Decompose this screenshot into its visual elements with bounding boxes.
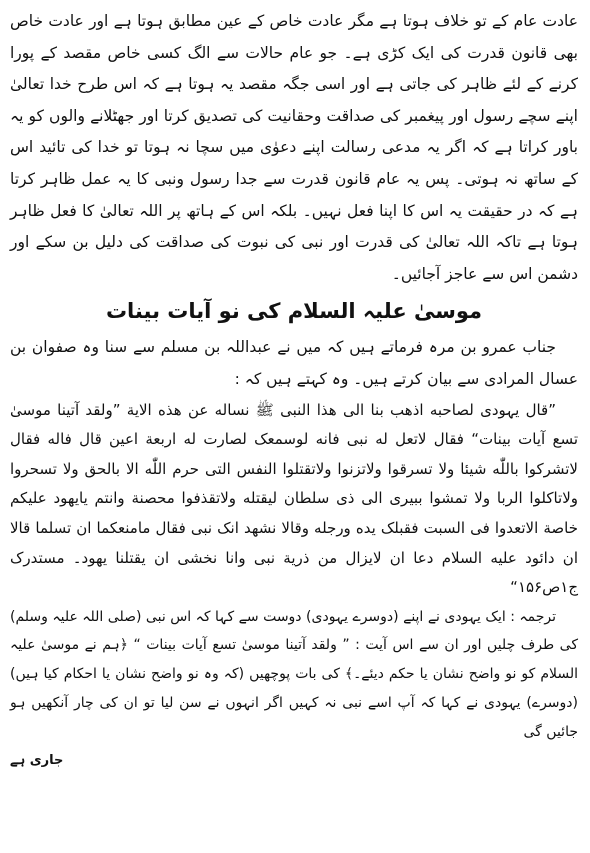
intro-paragraph: عادت عام کے تو خلاف ہوتا ہے مگر عادت خاص کے عین مطابق ہوتا ہے اور عادت خاص بھی قانون قدرت کی ایک کڑی ہے۔ جو عام حالات سے الگ کسی خاص مقصد کے پورا کرنے کے لئے ظاہر کی جاتی ہے اور اسی جگہ مقصد یہ ہوتا ہے کہ اس طرح خدا تعالیٰ اپنے سچے رسول اور پیغمبر کی صداقت وحقانیت کی تصدیق کرتا اور جھٹلانے والوں کو یہ باور کراتا ہے کہ اگر یہ مدعی رسالت اپنے دعوٰی میں سچا نہ ہوتا تو خدا کی تائید اس کے ساتھ نہ ہوتی۔ پس یہ عام قانون قدرت سے جدا رسول ونبی کا یہ عمل ظاہر کرتا ہے کہ در حقیقت یہ اس کا اپنا فعل نہیں۔ بلکہ اس کے ہاتھ پر اللہ تعالیٰ کا فعل ظاہر ہوتا ہے تاکہ اللہ تعالیٰ کی قدرت اور نبی کی نبوت کی صداقت کی دلیل بن سکے اور دشمن اس سے عاجز آجائیں۔: [10, 12, 578, 283]
translation-paragraph: [10, 603, 578, 776]
section-heading: موسیٰ علیہ السلام کی نو آیات بینات: [105, 299, 483, 324]
continued-label: جاری ہے: [10, 752, 64, 768]
hadith-arabic-text: ”قال یہودی لصاحبه اذهب بنا الی هذا النبی ﷺ نساله عن هذه الایة ”ولقد آتینا موسیٰ تسع آیات بینات“ فقال لاتعل له نبی فانه لوسمعک لصارت له اربعة اعین قال فاله فقال لاتشرکوا باللّٰه شیئا ولا تسرقوا ولاتزنوا ولاتقتلوا النفس التی حرم اللّٰه الا بالحق ولا تسحروا ولاتاکلوا الربا ولا تمشوا ببیری الی ذی سلطان لیقتله ولاتقذفوا محصنة وانتم یایهود علیکم خاصة الاتعدوا فی السبت فقبلک یده ورجله وقالا نشهد انک نبی فقال مامنعکما ان تسلما قالا ان دائود علیه السلام دعا ان لایزال من ذریة نبی وانا نخشی ان یقتلنا یهود۔ مستدرک ج۱ص۱۵۶“: [10, 400, 578, 597]
translation-text: ترجمہ : ایک یہودی نے اپنے (دوسرے یہودی) دوست سے کہا کہ اس نبی (صلی اللہ علیہ وسلم) کی طرف چلیں اور ان سے اس آیت : ” ولقد آتینا موسیٰ تسع آیات بینات “ ﴿ہم نے موسیٰ علیہ السلام کو نو واضح نشان یا حکم دیئے۔﴾ کی بات پوچھیں (کہ وہ نو واضح نشان یا احکام کیا ہیں) (دوسرے) یہودی نے کہا کہ آپ اسے نبی نہ کہیں اگر انہوں نے سن لیا تو ان کی چار آنکھیں ہو جائیں گی: [10, 608, 578, 740]
narration-paragraph: جناب عمرو بن مرہ فرماتے ہیں کہ میں نے عبداللہ بن مسلم سے سنا وہ صفوان بن عسال المرادی سے بیان کرتے ہیں۔ وہ کہتے ہیں کہ :: [10, 338, 578, 388]
